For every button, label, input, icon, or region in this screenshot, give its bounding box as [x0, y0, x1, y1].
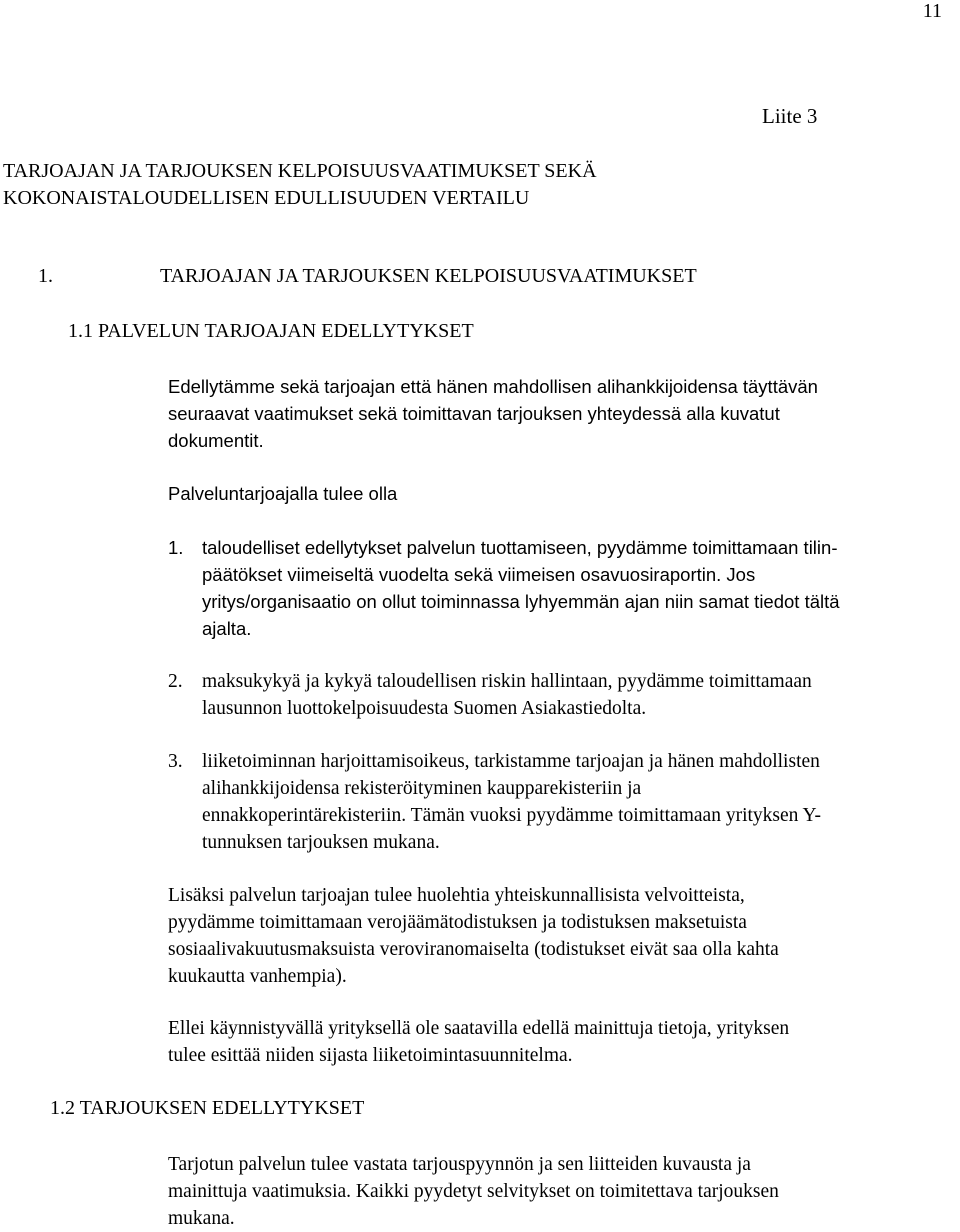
section-1-1-heading: 1.1 PALVELUN TARJOAJAN EDELLYTYKSET — [68, 320, 474, 342]
paragraph-line: kuukautta vanhempia). — [168, 966, 347, 987]
paragraph-new-company — [168, 1015, 928, 1069]
list-item-line: ajalta. — [202, 618, 252, 639]
list-item-line: lausunnon luottokelpoisuudesta Suomen Asiakastiedolta. — [202, 698, 647, 719]
paragraph-additional-obligations — [168, 882, 928, 990]
paragraph-line: Tarjotun palvelun tulee vastata tarjouspyynnön ja sen liitteiden kuvausta ja — [168, 1154, 751, 1175]
list-item-line: taloudelliset edellytykset palvelun tuottamiseen, pyydämme toimittamaan tilin- — [202, 537, 838, 558]
list-item-line: tunnuksen tarjouksen mukana. — [202, 832, 440, 853]
section-1-heading: TARJOAJAN JA TARJOUKSEN KELPOISUUSVAATIMUKSET — [160, 265, 697, 287]
paragraph-line: pyydämme toimittamaan verojäämätodistuksen ja todistuksen maksetuista — [168, 912, 747, 933]
list-item-line: alihankkijoidensa rekisteröityminen kaupparekisteriin ja — [202, 778, 642, 799]
list-item-line: liiketoiminnan harjoittamisoikeus, tarkistamme tarjoajan ja hänen mahdollisten — [202, 751, 820, 772]
paragraph-line: sosiaalivakuutusmaksuista veroviranomaiselta (todistukset eivät saa olla kahta — [168, 939, 779, 960]
section-1-1-lead: Palveluntarjoajalla tulee olla — [168, 483, 398, 504]
list-item-number: 1. — [168, 537, 184, 558]
paragraph-line: mainittuja vaatimuksia. Kaikki pyydetyt selvitykset on toimitettava tarjouksen — [168, 1181, 779, 1202]
list-item-line: ennakkoperintärekisteriin. Tämän vuoksi pyydämme toimittamaan yrityksen Y- — [202, 805, 821, 826]
paragraph-line: Edellytämme sekä tarjoajan että hänen mahdollisen alihankkijoidensa täyttävän — [168, 376, 818, 397]
paragraph-line: mukana. — [168, 1208, 235, 1229]
section-1-1-intro — [168, 373, 928, 454]
section-1-2-heading: 1.2 TARJOUKSEN EDELLYTYKSET — [50, 1097, 365, 1119]
list-item — [168, 534, 948, 642]
appendix-label: Liite 3 — [762, 104, 818, 128]
list-item — [168, 668, 948, 722]
paragraph-line: Ellei käynnistyvällä yrityksellä ole saatavilla edellä mainittuja tietoja, yrityksen — [168, 1018, 790, 1039]
list-item-number: 3. — [168, 751, 183, 772]
paragraph-line: seuraavat vaatimukset sekä toimittavan tarjouksen yhteydessä alla kuvatut — [168, 403, 780, 424]
paragraph-line: tulee esittää niiden sijasta liiketoimintasuunnitelma. — [168, 1045, 573, 1066]
list-item-number: 2. — [168, 671, 183, 692]
page-number: 11 — [922, 0, 942, 22]
paragraph-line: Lisäksi palvelun tarjoajan tulee huolehtia yhteiskunnallisista velvoitteista, — [168, 885, 745, 906]
section-1-number: 1. — [38, 265, 53, 287]
list-item-line: maksukykyä ja kykyä taloudellisen riskin hallintaan, pyydämme toimittamaan — [202, 671, 812, 692]
document-title-line: KOKONAISTALOUDELLISEN EDULLISUUDEN VERTAILU — [3, 187, 530, 209]
section-1-2-body — [168, 1151, 928, 1232]
document-title — [3, 158, 597, 212]
paragraph-line: dokumentit. — [168, 430, 264, 451]
document-title-line: TARJOAJAN JA TARJOUKSEN KELPOISUUSVAATIMUKSET SEKÄ — [3, 160, 597, 182]
list-item-line: yritys/organisaatio on ollut toiminnassa lyhyemmän ajan niin samat tiedot tältä — [202, 591, 840, 612]
list-item — [168, 748, 948, 856]
list-item-line: päätökset viimeiseltä vuodelta sekä viimeisen osavuosiraportin. Jos — [202, 564, 756, 585]
